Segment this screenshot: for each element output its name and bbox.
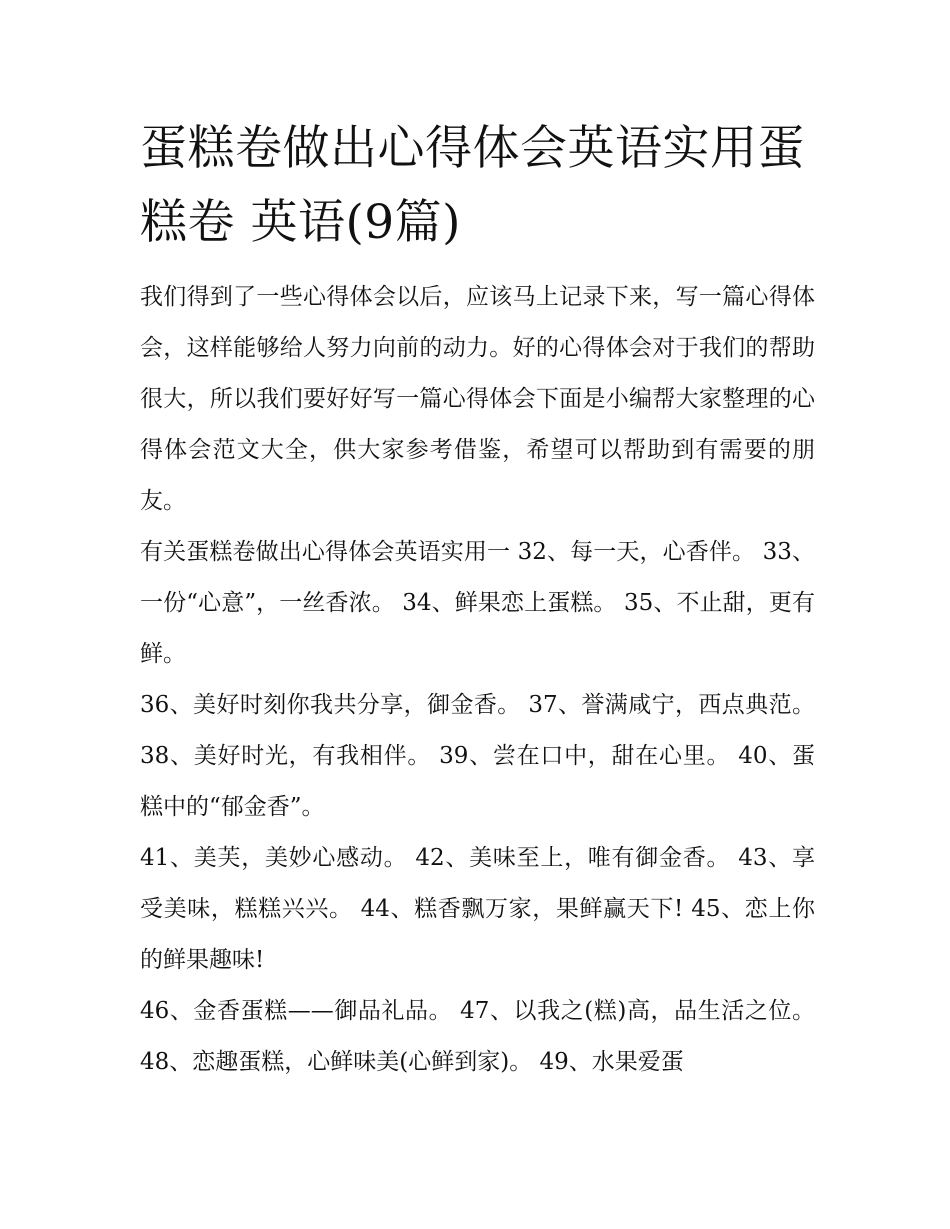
document-title: 蛋糕卷做出心得体会英语实用蛋糕卷 英语(9篇): [140, 121, 805, 250]
document-page: [140, 112, 815, 1088]
paragraph-intro: 我们得到了一些心得体会以后，应该马上记录下来，写一篇心得体会，这样能够给人努力向前的动力。好的心得体会对于我们的帮助很大，所以我们要好好写一篇心得体会下面是小编帮大家整理的心得体会范文大全，供大家参考借鉴，希望可以帮助到有需要的朋友。: [140, 284, 815, 514]
paragraph-slogans-36-40: 36、美好时刻你我共分享，御金香。 37、誉满咸宁，西点典范。 38、美好时光，有我相伴。 39、尝在口中，甜在心里。 40、蛋糕中的“郁金香”。: [140, 692, 815, 820]
paragraph-slogans-32-35: 有关蛋糕卷做出心得体会英语实用一 32、每一天，心香伴。 33、一份“心意”，一丝香浓。 34、鲜果恋上蛋糕。 35、不止甜，更有鲜。: [140, 539, 815, 667]
paragraph-slogans-46-49: 46、金香蛋糕——御品礼品。 47、以我之(糕)高，品生活之位。 48、恋趣蛋糕，心鲜味美(心鲜到家)。 49、水果爱蛋: [140, 998, 815, 1075]
paragraph-slogans-41-45: 41、美芙，美妙心感动。 42、美味至上，唯有御金香。 43、享受美味，糕糕兴兴。 44、糕香飘万家，果鲜赢天下! 45、恋上你的鲜果趣味!: [140, 845, 815, 973]
